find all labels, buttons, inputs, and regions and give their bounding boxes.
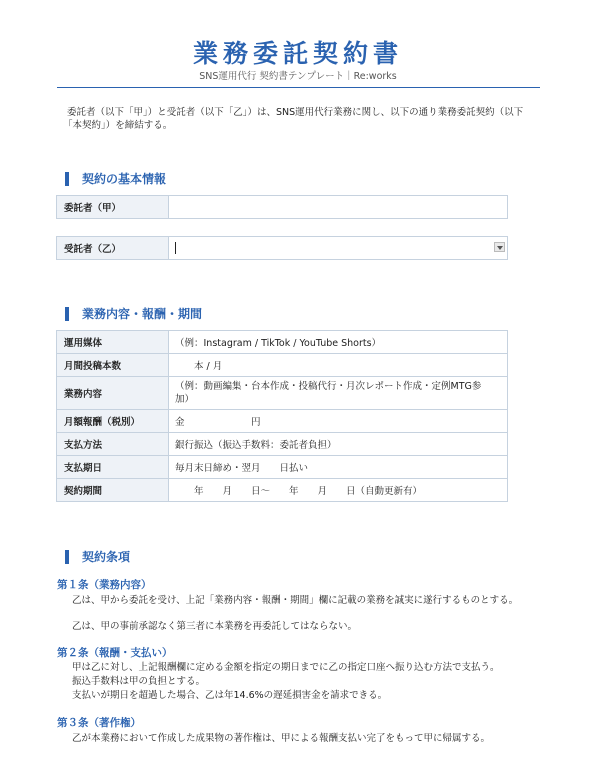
monthly-fee-field[interactable]: 金 円 [169, 410, 508, 433]
post-count-field[interactable]: 本 / 月 [169, 354, 508, 377]
payment-due-field[interactable]: 毎月末日締め・翌月 日払い [169, 456, 508, 479]
section-heading-basic-info: 契約の基本情報 [65, 171, 166, 187]
media-field[interactable]: （例：Instagram / TikTok / YouTube Shorts） [169, 331, 508, 354]
chevron-down-icon[interactable] [494, 242, 505, 252]
work-row-label: 業務内容 [57, 377, 169, 410]
table-row [57, 479, 508, 502]
work-row-label: 支払期日 [57, 456, 169, 479]
table-row [57, 331, 508, 354]
table-row [57, 354, 508, 377]
section-heading-terms: 契約条項 [65, 549, 130, 565]
client-input[interactable] [169, 196, 508, 219]
article-2-title: 第２条（報酬・支払い） [57, 647, 173, 659]
work-row-label: 運用媒体 [57, 331, 169, 354]
article-2-line-3: 支払いが期日を超過した場合、乙は年14.6%の遅延損害金を請求できる。 [72, 690, 388, 701]
document-title: 業務委託契約書 [192, 39, 403, 68]
contract-period-field[interactable]: 年 月 日～ 年 月 日（自動更新有） [169, 479, 508, 502]
contractor-row [57, 237, 508, 260]
table-row [57, 377, 508, 410]
contractor-label: 受託者（乙） [57, 237, 169, 260]
client-label: 委託者（甲） [57, 196, 169, 219]
intro-paragraph: 委託者（以下「甲」）と受託者（以下「乙」）は、SNS運用代行業務に関し、以下の通り業務委託契約（以下「本契約」）を締結する。 [63, 107, 524, 131]
article-3-title: 第３条（著作権） [57, 717, 141, 729]
article-1-title: 第１条（業務内容） [57, 579, 152, 591]
section-heading-work: 業務内容・報酬・期間 [65, 306, 202, 322]
table-row [57, 433, 508, 456]
article-2-line-2: 振込手数料は甲の負担とする。 [72, 676, 206, 687]
article-3-line-1: 乙が本業務において作成した成果物の著作権は、甲による報酬支払い完了をもって甲に帰属する。 [72, 733, 491, 744]
work-row-label: 月額報酬（税別） [57, 410, 169, 433]
document-subtitle: SNS運用代行 契約書テンプレート｜Re:works [199, 71, 397, 82]
work-content-field[interactable]: （例：動画編集・台本作成・投稿代行・月次レポート作成・定例MTG参加） [169, 377, 508, 410]
table-row [57, 410, 508, 433]
work-row-label: 支払方法 [57, 433, 169, 456]
article-2-line-1: 甲は乙に対し、上記報酬欄に定める金額を指定の期日までに乙の指定口座へ振り込む方法で支払う。 [72, 662, 500, 673]
contractor-select[interactable] [169, 237, 508, 260]
contractor-table [56, 236, 508, 260]
title-divider [57, 87, 540, 88]
text-cursor [175, 242, 176, 254]
table-row [57, 456, 508, 479]
client-row [57, 196, 508, 219]
client-table [56, 195, 508, 219]
article-1-line-1: 乙は、甲から委託を受け、上記「業務内容・報酬・期間」欄に記載の業務を誠実に遂行するものとする。 [72, 595, 519, 606]
payment-method-field[interactable]: 銀行振込（振込手数料：委託者負担） [169, 433, 508, 456]
article-1-line-2: 乙は、甲の事前承認なく第三者に本業務を再委託してはならない。 [72, 621, 358, 632]
work-row-label: 月間投稿本数 [57, 354, 169, 377]
work-table [56, 330, 508, 502]
work-row-label: 契約期間 [57, 479, 169, 502]
